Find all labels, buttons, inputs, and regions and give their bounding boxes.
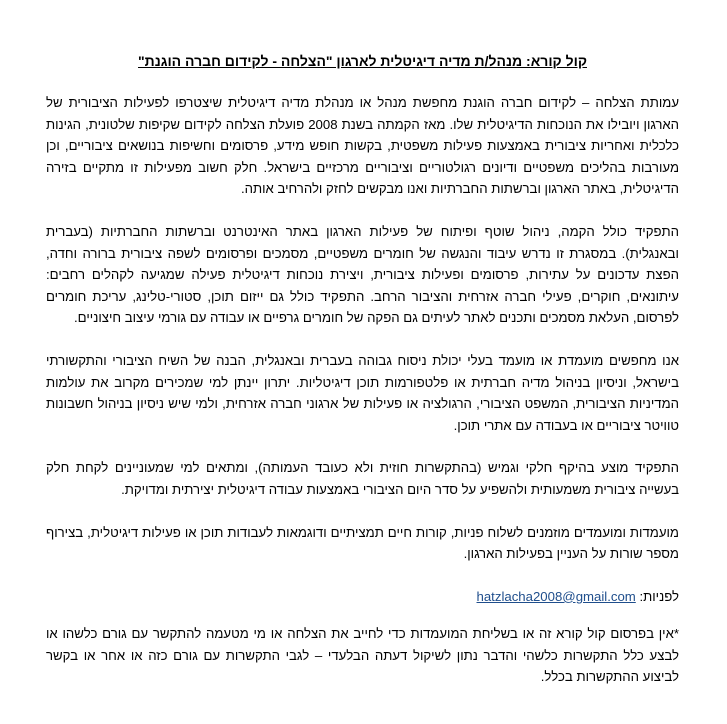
- contact-label: לפניות:: [639, 588, 679, 604]
- paragraph-application: מועמדות ומועמדים מוזמנים לשלוח פניות, קורות חיים תמציתיים ודוגמאות לעבודות תוכן או פעילות דיגיטלית, בצירוף מספר שורות על העניין בפעילות הארגון.: [46, 524, 679, 562]
- paragraph-intro: עמותת הצלחה – לקידום חברה הוגנת מחפשת מנהל או מנהלת מדיה דיגיטלית שיצטרפו לפעילות הציבורית של הארגון ויובילו את הנוכחות הדיגיטלית שלו. מאז הקמתה בשנת 2008 פועלת הצלחה לקידום שקיפות שלטונית, הגינות כלכלית ואחריות ציבורית באמצעות פעילות משפטית, בקשות חופש מידע, פרסומים וחשיפות בנושאים ציבוריים, וכן מעורבות בהליכים משפטיים ודיונים רגולטוריים וציבוריים מרכזיים בישראל. חלק חשוב מפעילות זו מתקיים בזירה הדיגיטלית, באתר הארגון וברשתות החברתיות ואנו מבקשים לחזק ולהרחיב אותה.: [46, 95, 679, 197]
- paragraph-requirements: אנו מחפשים מועמדת או מועמד בעלי יכולת ניסוח גבוהה בעברית ובאנגלית, הבנה של השיח הציבורי והתקשורתי בישראל, וניסיון בניהול מדיה חברתית או פלטפורמות תוכן דיגיטליות. יתרון יינתן למי שמכירים מקרוב את עולמות המדיניות הציבורית, המשפט הציבורי, הרגולציה או פעילות של ארגוני חברה אזרחית, ולמי שיש ניסיון בניהול חשבונות טוויטר ציבוריים או בעבודה עם אתרי תוכן.: [46, 352, 679, 433]
- contact-line: [46, 586, 679, 608]
- page-title: קול קורא: מנהל/ת מדיה דיגיטלית לארגון "הצלחה - לקידום חברה הוגנת": [138, 53, 587, 69]
- footnote: *אין בפרסום קול קורא זה או בשליחת המועמדות כדי לחייב את הצלחה או מי מטעמה להתקשר עם גורם כלשהו או לבצע כלל התקשרות כלשהי והדבר נתון לשיקול דעתה הבלעדי – לגבי התקשרות עם גורם כזה או אחר או בקשר לביצוע ההתקשרות בכלל.: [46, 626, 679, 685]
- paragraph-role: התפקיד כולל הקמה, ניהול שוטף ופיתוח של פעילות הארגון באתר האינטרנט וברשתות החברתיות (בעברית ובאנגלית). במסגרת זו נדרש עיבוד והנגשה של חומרים משפטיים, מסמכים ופרסומים לשפה ציבורית ברורה וחדה, הפצת עדכונים על עתירות, פרסומים ופעילות ציבורית, ויצירת נוכחות דיגיטלית פעילה שמגיעה לקהלים רחבים: עיתונאים, חוקרים, פעילי חברה אזרחית והציבור הרחב. התפקיד כולל גם ייזום תוכן, סטורי-טלינג, עריכת חומרים לפרסום, העלאת מסמכים ותכנים לאתר לעיתים גם הפקה של חומרים גרפיים או עבודה עם גורמי עיצוב חיצוניים.: [46, 223, 679, 326]
- contact-email-link[interactable]: hatzlacha2008@gmail.com: [476, 588, 636, 604]
- paragraph-terms: התפקיד מוצע בהיקף חלקי וגמיש (בהתקשרות חוזית ולא כעובד העמותה), ומתאים למי שמעוניינים לקחת חלק בעשייה ציבורית משמעותית ולהשפיע על סדר היום הציבורי באמצעות עבודה דיגיטלית יצירתית ומדויקת.: [46, 460, 679, 497]
